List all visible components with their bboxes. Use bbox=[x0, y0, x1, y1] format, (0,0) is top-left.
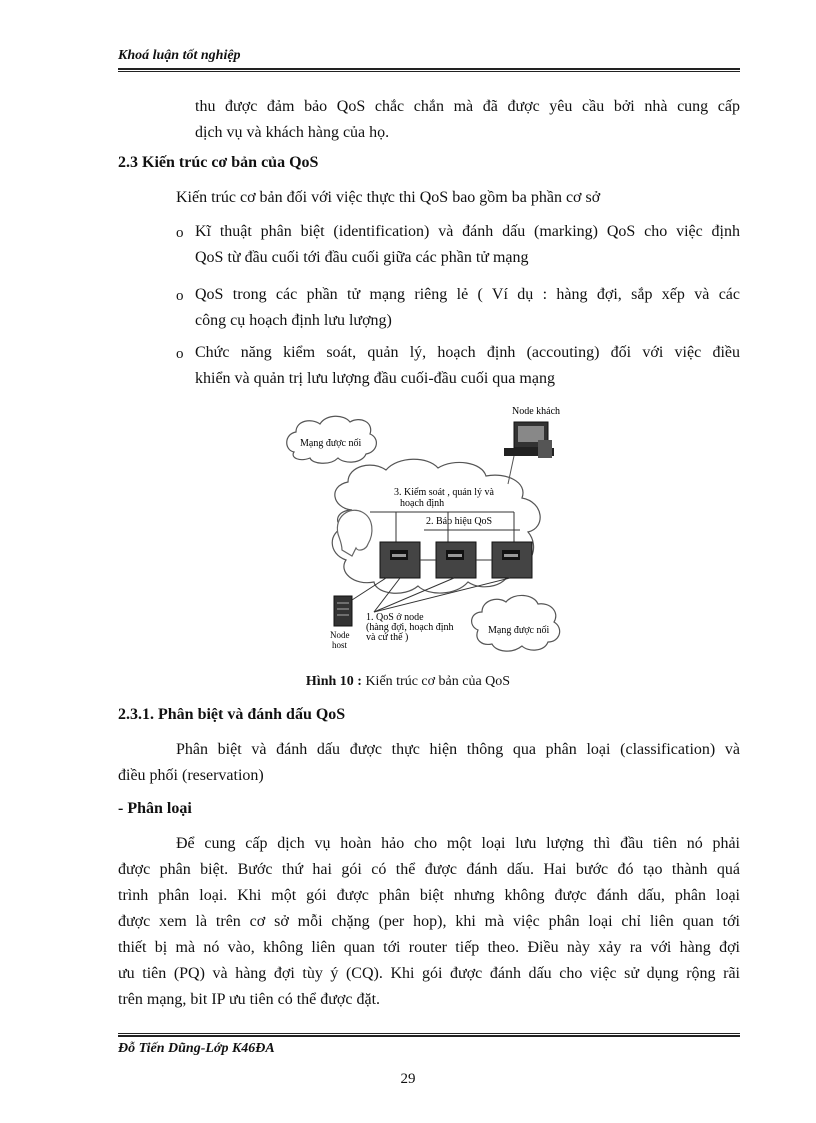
label-node-host-2: host bbox=[332, 640, 348, 650]
label-node-client: Node khách bbox=[512, 406, 561, 417]
classification-paragraph: Để cung cấp dịch vụ hoàn hảo cho một loại lưu lượng thì đầu tiên nó phải được phân biệt. Bước thứ hai gói có thể được đánh dấu. Hai bước đó tạo thành quá trình phân loại. Khi một gói được phân biệt nhưng không được đánh dấu, phân loại được xem là trên cơ sở mỗi chặng (per hop), khi mà việc phân loại chỉ liên quan tới thiết bị mà nó vào, không liên quan tới router tiếp theo. Điều này xảy ra với hàng đợi ưu tiên (PQ) và hàng đợi tùy ý (CQ). Khi gói được đánh dấu cho việc sử dụng rộng rãi trên mạng, bit IP ưu tiên có thể được đặt. bbox=[118, 835, 740, 1008]
subsection-heading: 2.3.1. Phân biệt và đánh dấu QoS bbox=[118, 706, 346, 723]
bullet-marker-1: o bbox=[176, 225, 184, 241]
classification-heading: - Phân loại bbox=[118, 800, 192, 817]
bullet-item-1: Kĩ thuật phân biệt (identification) và đánh dấu (marking) QoS cho việc định QoS từ đầu cuối tới đầu cuối giữa các phần tử mạng bbox=[195, 223, 740, 266]
qos-architecture-diagram bbox=[282, 400, 572, 658]
label-node-host-1: Node bbox=[330, 630, 350, 640]
footer-author: Đỗ Tiến Dũng-Lớp K46ĐA bbox=[118, 1041, 275, 1056]
figure-caption-text: Kiến trúc cơ bản của QoS bbox=[365, 674, 511, 689]
host-server-icon bbox=[334, 596, 352, 626]
label-control-line2: hoạch định bbox=[400, 498, 445, 509]
page-number: 29 bbox=[400, 1071, 416, 1087]
bullet-marker-3: o bbox=[176, 346, 184, 362]
router-icon-3 bbox=[492, 542, 532, 578]
label-connected-net-bottom: Mạng được nối bbox=[488, 625, 550, 636]
client-node-computer-icon bbox=[504, 422, 554, 458]
label-connected-net-top: Mạng được nối bbox=[300, 438, 362, 449]
subsection-paragraph: Phân biệt và đánh dấu được thực hiện thông qua phân loại (classification) và điều phối (reservation) bbox=[118, 741, 740, 784]
figure-caption bbox=[0, 674, 816, 690]
label-qos-node-2: (hàng đợi, hoạch định bbox=[366, 622, 454, 633]
bullet-item-2: QoS trong các phần tử mạng riêng lẻ ( Ví dụ : hàng đợi, sắp xếp và các công cụ hoạch định lưu lượng) bbox=[195, 286, 740, 329]
router-icon-2 bbox=[436, 542, 476, 578]
section-lead: Kiến trúc cơ bản đối với việc thực thi QoS bao gồm ba phần cơ sở bbox=[176, 189, 601, 206]
label-qos-node-1: 1. QoS ở node bbox=[366, 612, 424, 623]
router-icon-1 bbox=[380, 542, 420, 578]
footer-rule bbox=[118, 1033, 740, 1037]
intro-line-1: thu được đảm bảo QoS chắc chắn mà đã được yêu cầu bởi nhà cung cấp bbox=[195, 98, 740, 115]
header-rule bbox=[118, 68, 740, 72]
label-control-line1: 3. Kiểm soát , quản lý và bbox=[394, 487, 494, 498]
section-heading: 2.3 Kiến trúc cơ bản của QoS bbox=[118, 154, 319, 171]
bullet-marker-2: o bbox=[176, 288, 184, 304]
intro-paragraph bbox=[195, 94, 740, 146]
figure-caption-label: Hình 10 : bbox=[305, 674, 362, 689]
page-header-title: Khoá luận tốt nghiệp bbox=[118, 48, 241, 63]
label-signaling: 2. Báo hiệu QoS bbox=[426, 516, 493, 527]
label-qos-node-3: và cứ thế ) bbox=[366, 632, 409, 643]
connected-network-cloud-bottom bbox=[472, 595, 560, 651]
bullet-item-3: Chức năng kiểm soát, quản lý, hoạch định (accouting) đối với việc điều khiển và quản trị lưu lượng đầu cuối-đầu cuối qua mạng bbox=[195, 344, 740, 387]
intro-line-2: dịch vụ và khách hàng của họ. bbox=[195, 124, 390, 141]
